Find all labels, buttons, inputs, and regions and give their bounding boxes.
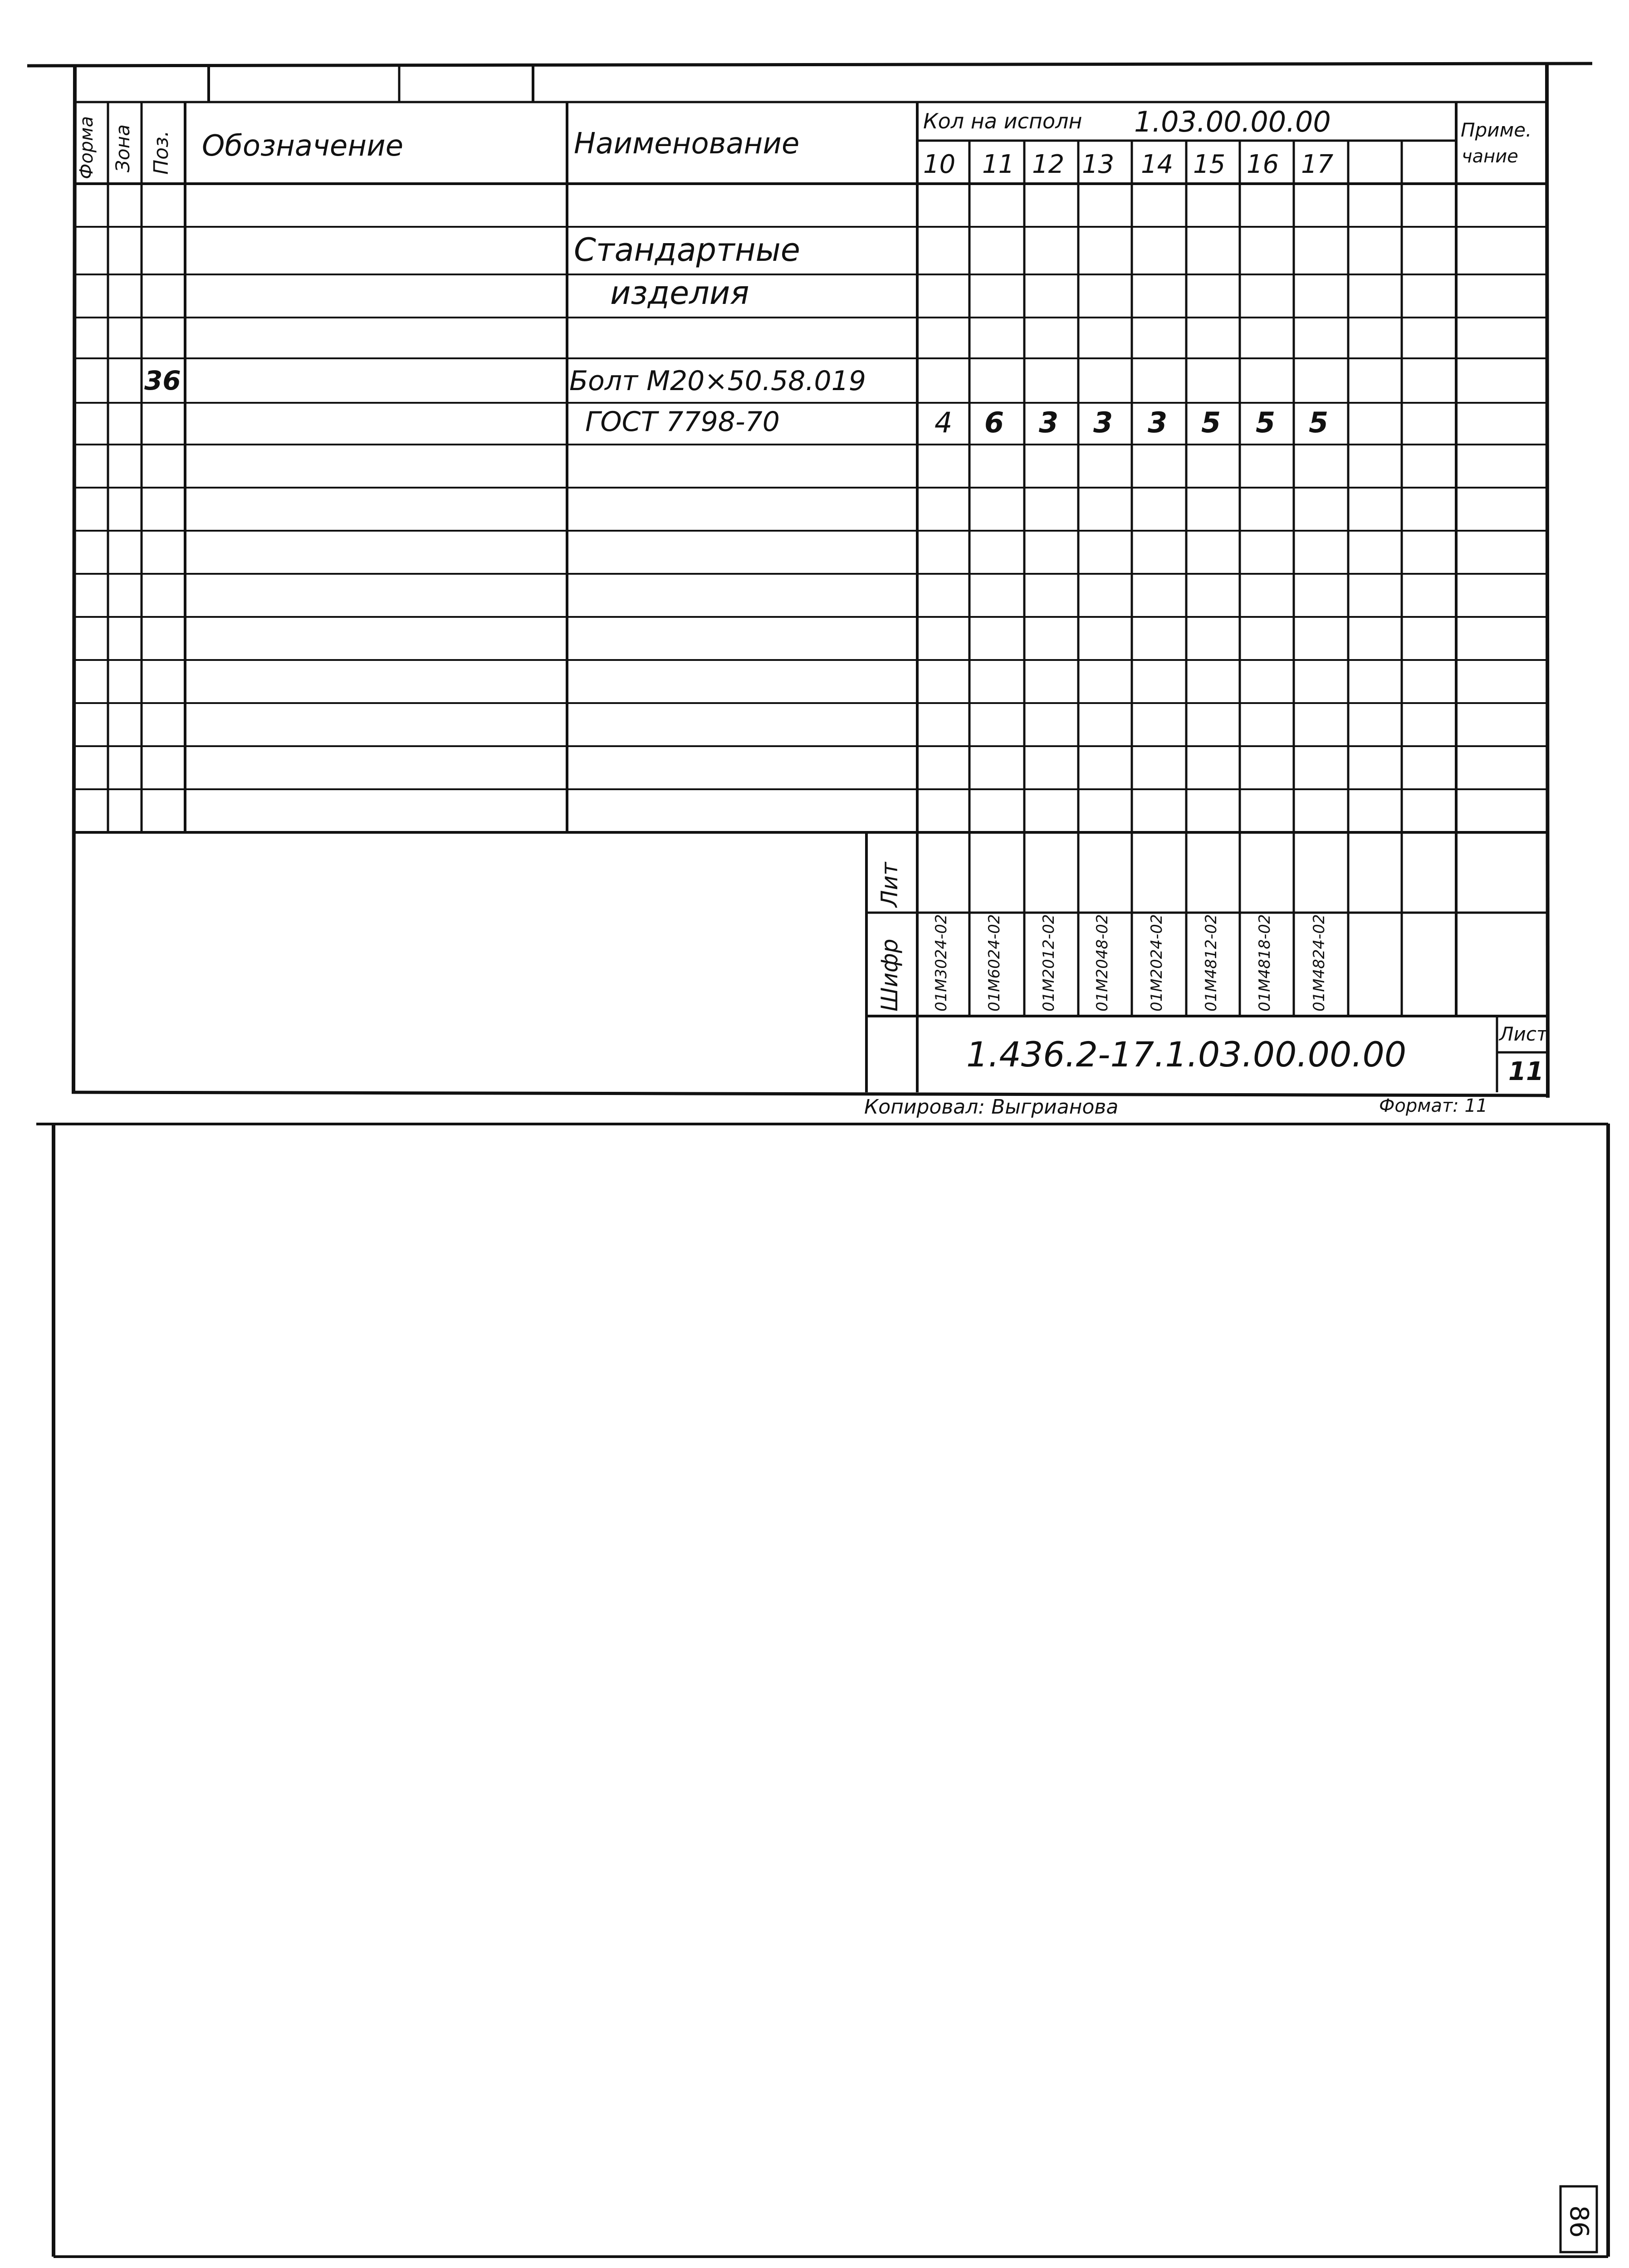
variant-header: 11: [982, 150, 1015, 179]
cipher-code: 01М3024-02: [932, 914, 950, 1012]
header-designation: Обозначение: [202, 129, 404, 163]
header-zone: Зона: [112, 124, 134, 172]
sheet-number: 11: [1508, 1057, 1544, 1086]
page-number: 86: [1564, 2205, 1594, 2238]
header-qty-title: Кол на исполн: [923, 109, 1082, 133]
quantity-cell: 3: [1039, 406, 1059, 439]
quantity-cell: 6: [984, 406, 1004, 439]
variant-header: 17: [1301, 150, 1334, 179]
item-position: 36: [144, 365, 181, 396]
cipher-code: 01М4812-02: [1202, 914, 1220, 1012]
quantity-cell: 5: [1201, 406, 1221, 439]
cipher-label: Шифр: [876, 938, 903, 1012]
header-pos: Поз.: [150, 130, 173, 175]
sheet-label: Лист: [1499, 1023, 1548, 1045]
header-note-line2: чание: [1462, 146, 1518, 167]
cipher-code: 01М2048-02: [1093, 914, 1111, 1012]
lit-label: Лит: [876, 862, 903, 907]
header-format: Форма: [76, 116, 97, 179]
format-label: Формат: 11: [1379, 1095, 1488, 1116]
copied-by: Копировал: Выгрианова: [864, 1095, 1119, 1119]
document-number: 1.436.2-17.1.03.00.00.00: [966, 1034, 1407, 1075]
variant-header: 15: [1193, 150, 1226, 179]
cipher-code: 01М4824-02: [1310, 914, 1328, 1012]
quantity-cell: 5: [1309, 406, 1329, 439]
cipher-code: 01М2024-02: [1148, 914, 1166, 1012]
cipher-code: 01М6024-02: [985, 914, 1003, 1012]
cipher-code: 01М2012-02: [1040, 914, 1058, 1012]
variant-header: 14: [1141, 150, 1174, 179]
variant-header: 12: [1032, 150, 1065, 179]
quantity-cell: 5: [1256, 406, 1276, 439]
variant-header: 13: [1082, 150, 1115, 179]
section-title-line1: Стандартные: [574, 231, 800, 269]
item-name-line2: ГОСТ 7798-70: [585, 406, 780, 438]
header-qty-code: 1.03.00.00.00: [1134, 105, 1331, 138]
variant-header: 16: [1247, 150, 1279, 179]
quantity-cell: 3: [1148, 406, 1168, 439]
quantity-cell: 4: [934, 406, 953, 439]
variant-header: 10: [923, 150, 956, 179]
header-note-line1: Приме.: [1461, 119, 1532, 141]
quantity-cell: 3: [1093, 406, 1113, 439]
header-name: Наименование: [574, 127, 800, 161]
item-name-line1: Болт М20×50.58.019: [569, 365, 866, 397]
cipher-code: 01М4818-02: [1256, 914, 1274, 1012]
section-title-line2: изделия: [610, 274, 749, 312]
